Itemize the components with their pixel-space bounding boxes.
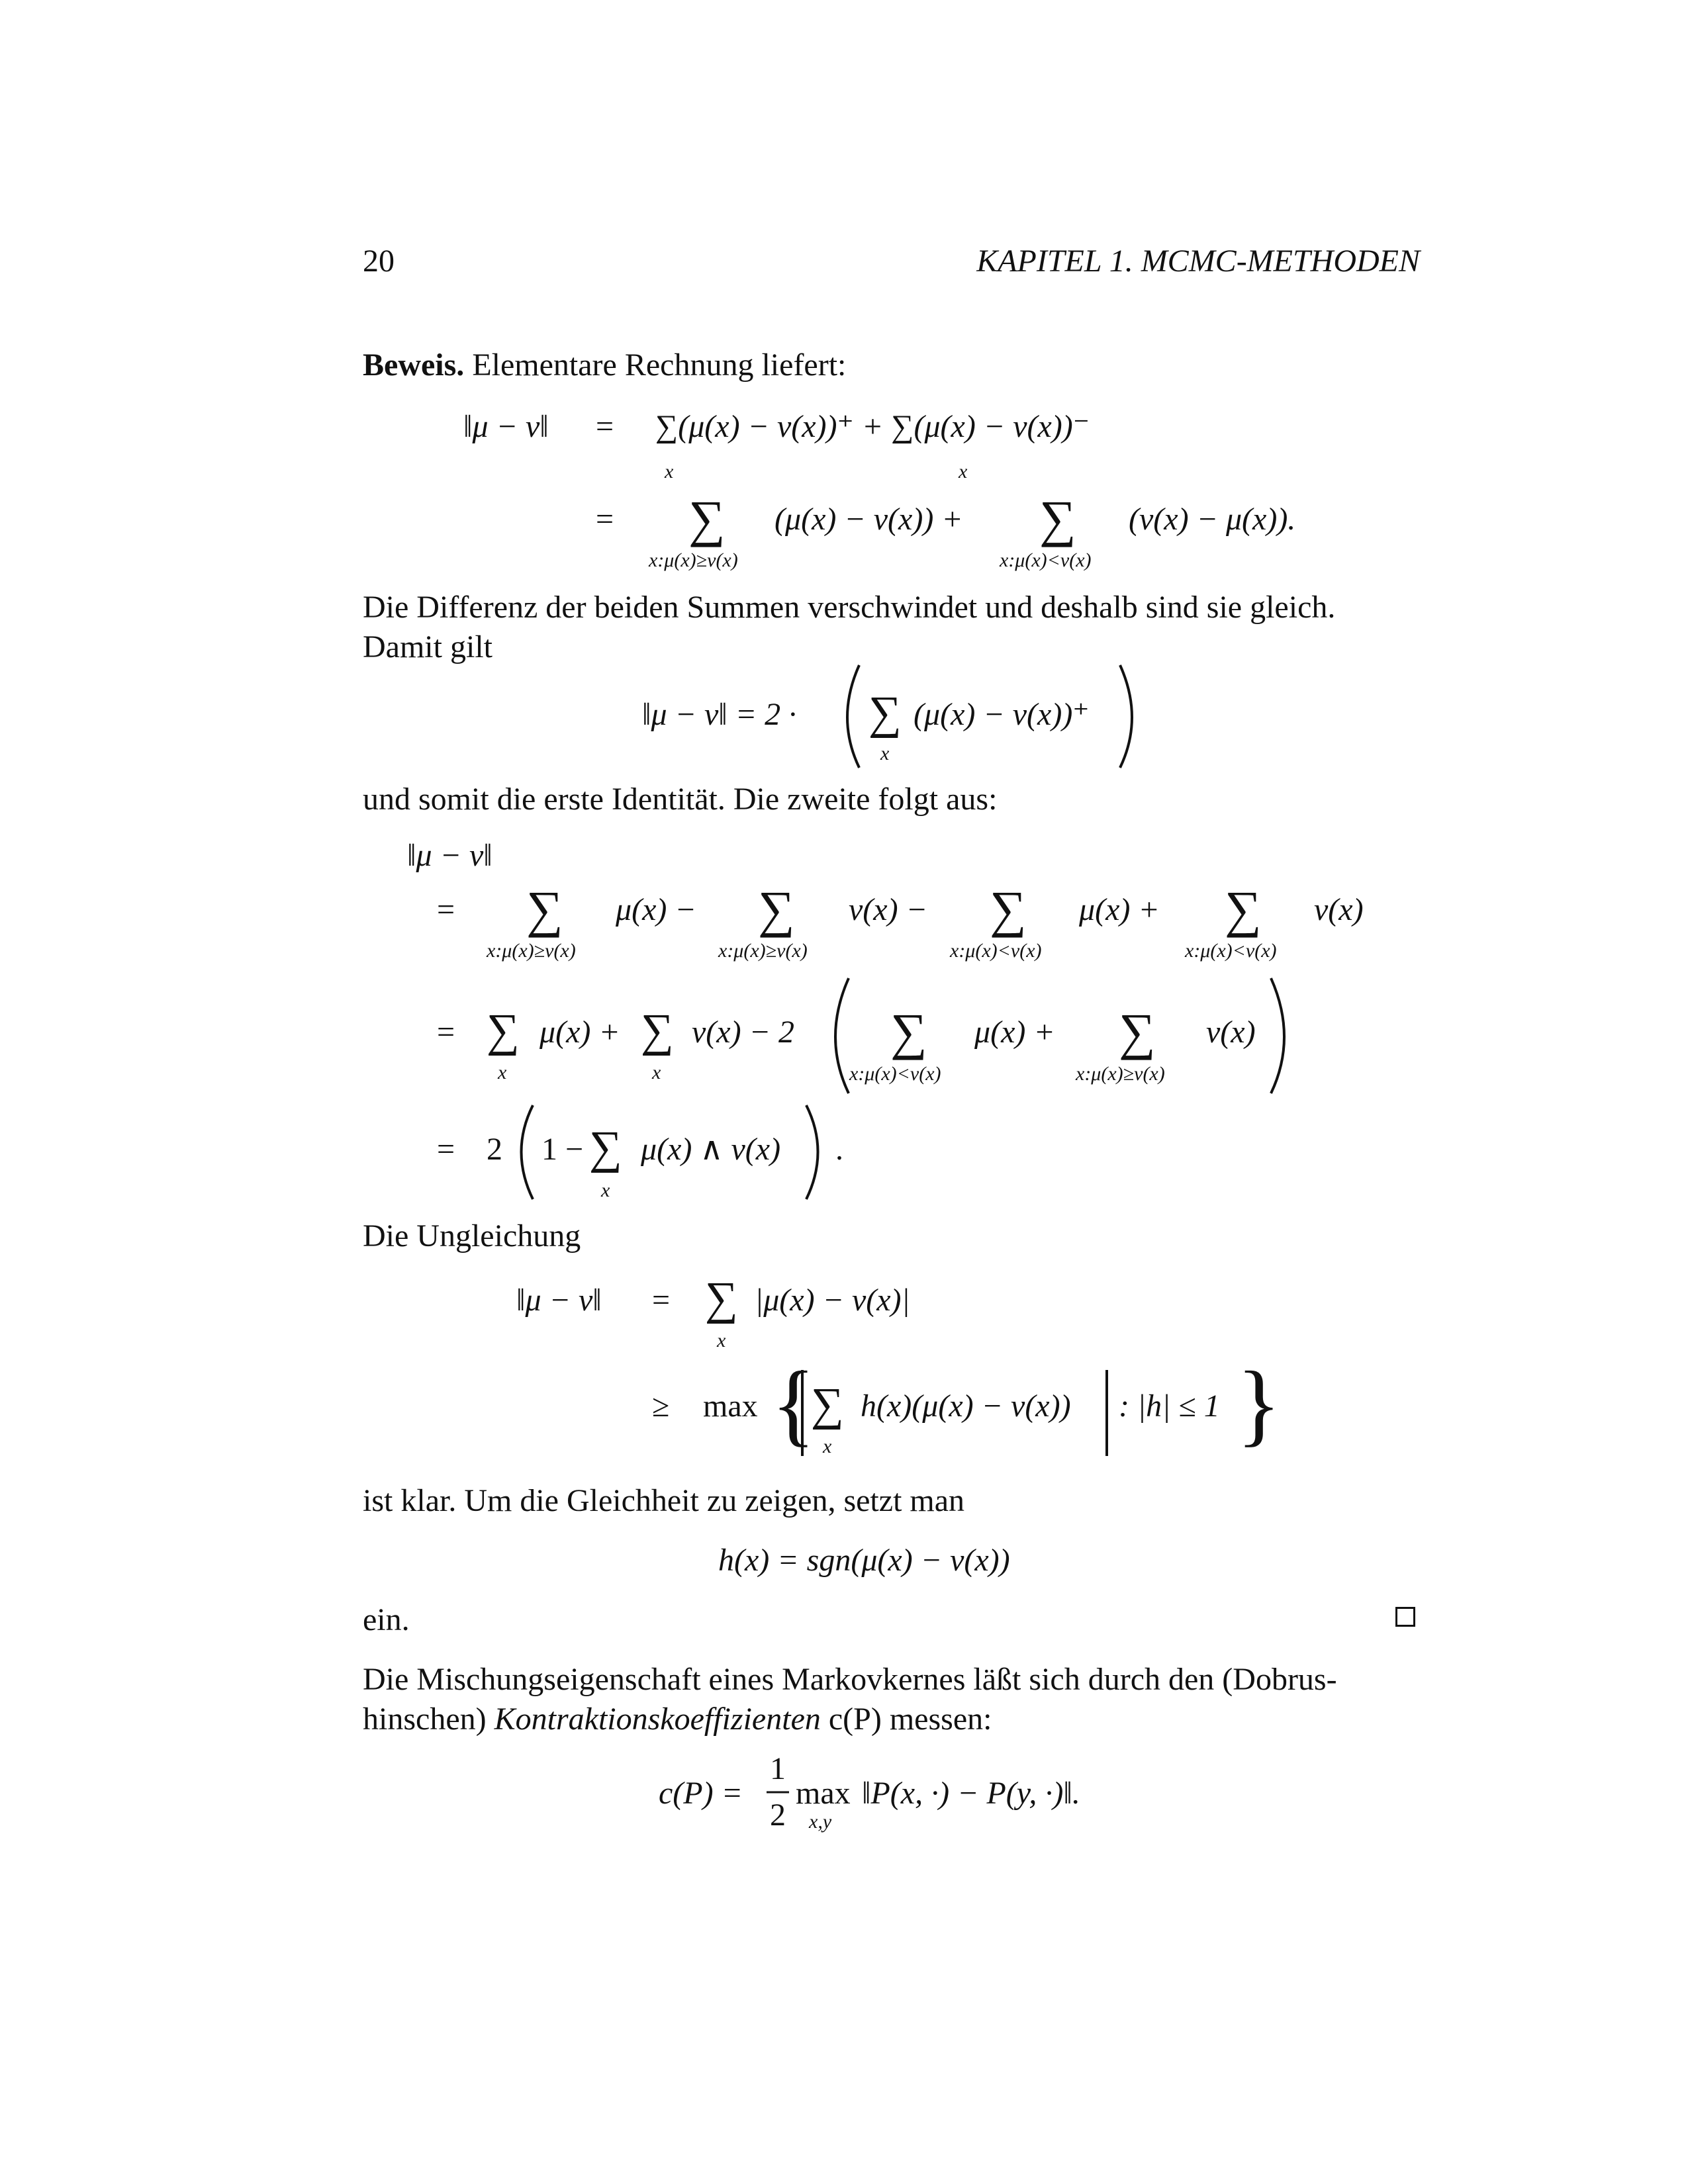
eq4-cond: : |h| ≤ 1 bbox=[1119, 1388, 1220, 1424]
eq6-sub: x,y bbox=[809, 1811, 832, 1833]
paragraph-ein: ein. bbox=[363, 1602, 410, 1637]
eq3-l3-a: 2 bbox=[487, 1132, 502, 1167]
eq3-l3-sub: x bbox=[601, 1179, 610, 1201]
eq3-l2-a: μ(x) + bbox=[539, 1015, 620, 1050]
eq3-eq-3: = bbox=[437, 1132, 455, 1167]
eq6-num: 1 bbox=[770, 1751, 786, 1786]
eq3-lhs: ‖μ − ν‖ bbox=[407, 838, 492, 873]
eq3-l2-c: μ(x) + bbox=[974, 1015, 1055, 1050]
eq1-sub-x-2: x bbox=[959, 461, 968, 482]
eq3-l3-right-paren bbox=[806, 1105, 818, 1199]
eq2-left-paren bbox=[847, 665, 859, 768]
eq1-rel-1: = bbox=[596, 409, 614, 444]
eq1-line-2-b: (ν(x) − μ(x)). bbox=[1129, 502, 1296, 537]
eq4-rel-1: = bbox=[652, 1283, 671, 1318]
paragraph-damit: Damit gilt bbox=[363, 629, 492, 664]
eq4-right-brace: } bbox=[1237, 1353, 1282, 1455]
eq3-l2-sub-2: x bbox=[652, 1062, 661, 1083]
paragraph-ungleichung: Die Ungleichung bbox=[363, 1218, 581, 1253]
eq1-lhs: ‖μ − ν‖ bbox=[463, 409, 549, 444]
eq1-sum-2: ∑ bbox=[1039, 490, 1076, 547]
eq4-sub-1: x bbox=[717, 1330, 726, 1351]
eq3-eq-2: = bbox=[437, 1015, 455, 1050]
eq2-body: (μ(x) − ν(x))⁺ bbox=[914, 697, 1090, 732]
eq3-l2-sum-3: ∑ bbox=[890, 1003, 927, 1060]
equation-5: h(x) = sgn(μ(x) − ν(x)) bbox=[718, 1543, 1010, 1578]
eq3-l1-sum-3: ∑ bbox=[990, 880, 1027, 938]
eq3-l2-sum-2: ∑ bbox=[641, 1005, 674, 1056]
eq1-sub-x-1: x bbox=[665, 461, 674, 482]
paragraph-difference: Die Differenz der beiden Summen verschwindet und deshalb sind sie gleich. bbox=[363, 590, 1336, 625]
eq3-l1-sum-2: ∑ bbox=[758, 880, 795, 938]
page-number: 20 bbox=[363, 244, 395, 279]
eq6-den: 2 bbox=[770, 1797, 786, 1833]
eq1-sub-geq: x:μ(x)≥ν(x) bbox=[649, 549, 738, 571]
paragraph-mischung-1: Die Mischungseigenschaft eines Markovkernes läßt sich durch den (Dobrus- bbox=[363, 1662, 1337, 1697]
eq3-l1-t2: ν(x) − bbox=[849, 892, 927, 927]
eq1-line-1: ∑(μ(x) − ν(x))⁺ + ∑(μ(x) − ν(x))⁻ bbox=[655, 409, 1090, 444]
eq4-rel-2: ≥ bbox=[652, 1388, 670, 1424]
eq3-l1-sub-4: x:μ(x)<ν(x) bbox=[1185, 940, 1277, 962]
eq3-l2-sub-3: x:μ(x)<ν(x) bbox=[849, 1063, 941, 1085]
paragraph-gleichheit: ist klar. Um die Gleichheit zu zeigen, setzt man bbox=[363, 1483, 965, 1518]
eq4-left-brace: { bbox=[771, 1353, 816, 1455]
eq3-l3-d: . bbox=[835, 1132, 843, 1167]
eq3-l1-sum-1: ∑ bbox=[526, 880, 563, 938]
eq3-l1-t4: ν(x) bbox=[1314, 892, 1364, 927]
running-title: KAPITEL 1. MCMC-METHODEN bbox=[976, 244, 1420, 279]
eq2-sum: ∑ bbox=[868, 688, 902, 739]
eq3-l3-left-paren bbox=[522, 1105, 534, 1199]
paragraph-mischung-2 bbox=[363, 1700, 992, 1739]
paragraph-erste-identitaet: und somit die erste Identität. Die zweite folgt aus: bbox=[363, 782, 998, 817]
eq4-sum-2: ∑ bbox=[811, 1379, 844, 1430]
proof-intro-text: Elementare Rechnung liefert: bbox=[472, 347, 847, 383]
eq1-sub-lt: x:μ(x)<ν(x) bbox=[1000, 549, 1092, 571]
proof-intro-line bbox=[363, 345, 846, 385]
eq4-sub-2: x bbox=[823, 1435, 832, 1457]
qed-square-icon bbox=[1395, 1607, 1415, 1627]
eq2-right-paren bbox=[1120, 665, 1132, 768]
proof-label: Beweis. bbox=[363, 347, 465, 383]
eq3-l1-sub-3: x:μ(x)<ν(x) bbox=[950, 940, 1042, 962]
eq3-l2-b: ν(x) − 2 bbox=[692, 1015, 794, 1050]
eq3-l3-sum: ∑ bbox=[589, 1122, 622, 1173]
eq3-l2-sub-1: x bbox=[498, 1062, 507, 1083]
eq4-body: h(x)(μ(x) − ν(x)) bbox=[861, 1388, 1071, 1424]
eq6-max: max bbox=[796, 1776, 851, 1811]
term-kontraktionskoeffizient: Kontraktionskoeffizienten bbox=[494, 1702, 821, 1737]
eq2-sub-x: x bbox=[880, 743, 890, 764]
eq3-l2-left-paren bbox=[835, 978, 849, 1093]
eq6-lhs: c(P) = bbox=[659, 1776, 743, 1811]
eq4-lhs: ‖μ − ν‖ bbox=[516, 1283, 602, 1318]
eq3-l1-sub-1: x:μ(x)≥ν(x) bbox=[487, 940, 576, 962]
eq3-l2-d: ν(x) bbox=[1206, 1015, 1256, 1050]
eq4-sum-1: ∑ bbox=[705, 1273, 738, 1324]
eq6-body: ‖P(x, ·) − P(y, ·)‖. bbox=[862, 1776, 1080, 1811]
eq3-l2-right-paren bbox=[1271, 978, 1284, 1093]
eq3-l1-sub-2: x:μ(x)≥ν(x) bbox=[718, 940, 808, 962]
eq3-l3-c: μ(x) ∧ ν(x) bbox=[641, 1132, 781, 1167]
eq1-sum-1: ∑ bbox=[688, 490, 726, 547]
eq3-l2-sum-1: ∑ bbox=[487, 1005, 520, 1056]
paragraph-mischung-2-a: hinschen) bbox=[363, 1702, 494, 1737]
eq2-lhs: ‖μ − ν‖ = 2 · bbox=[642, 697, 797, 732]
eq3-eq-1: = bbox=[437, 892, 455, 927]
eq3-l2-sum-4: ∑ bbox=[1119, 1003, 1156, 1060]
eq3-l3-b: 1 − bbox=[541, 1132, 584, 1167]
eq4-line-1: |μ(x) − ν(x)| bbox=[755, 1283, 910, 1318]
eq1-rel-2: = bbox=[596, 502, 614, 537]
eq3-l2-sub-4: x:μ(x)≥ν(x) bbox=[1076, 1063, 1165, 1085]
eq3-l1-t1: μ(x) − bbox=[616, 892, 696, 927]
paragraph-mischung-2-b: c(P) messen: bbox=[820, 1702, 992, 1737]
eq1-line-2-a: (μ(x) − ν(x)) + bbox=[774, 502, 963, 537]
eq3-l1-sum-4: ∑ bbox=[1225, 880, 1262, 938]
eq3-l1-t3: μ(x) + bbox=[1079, 892, 1160, 927]
eq4-max: max bbox=[703, 1388, 758, 1424]
